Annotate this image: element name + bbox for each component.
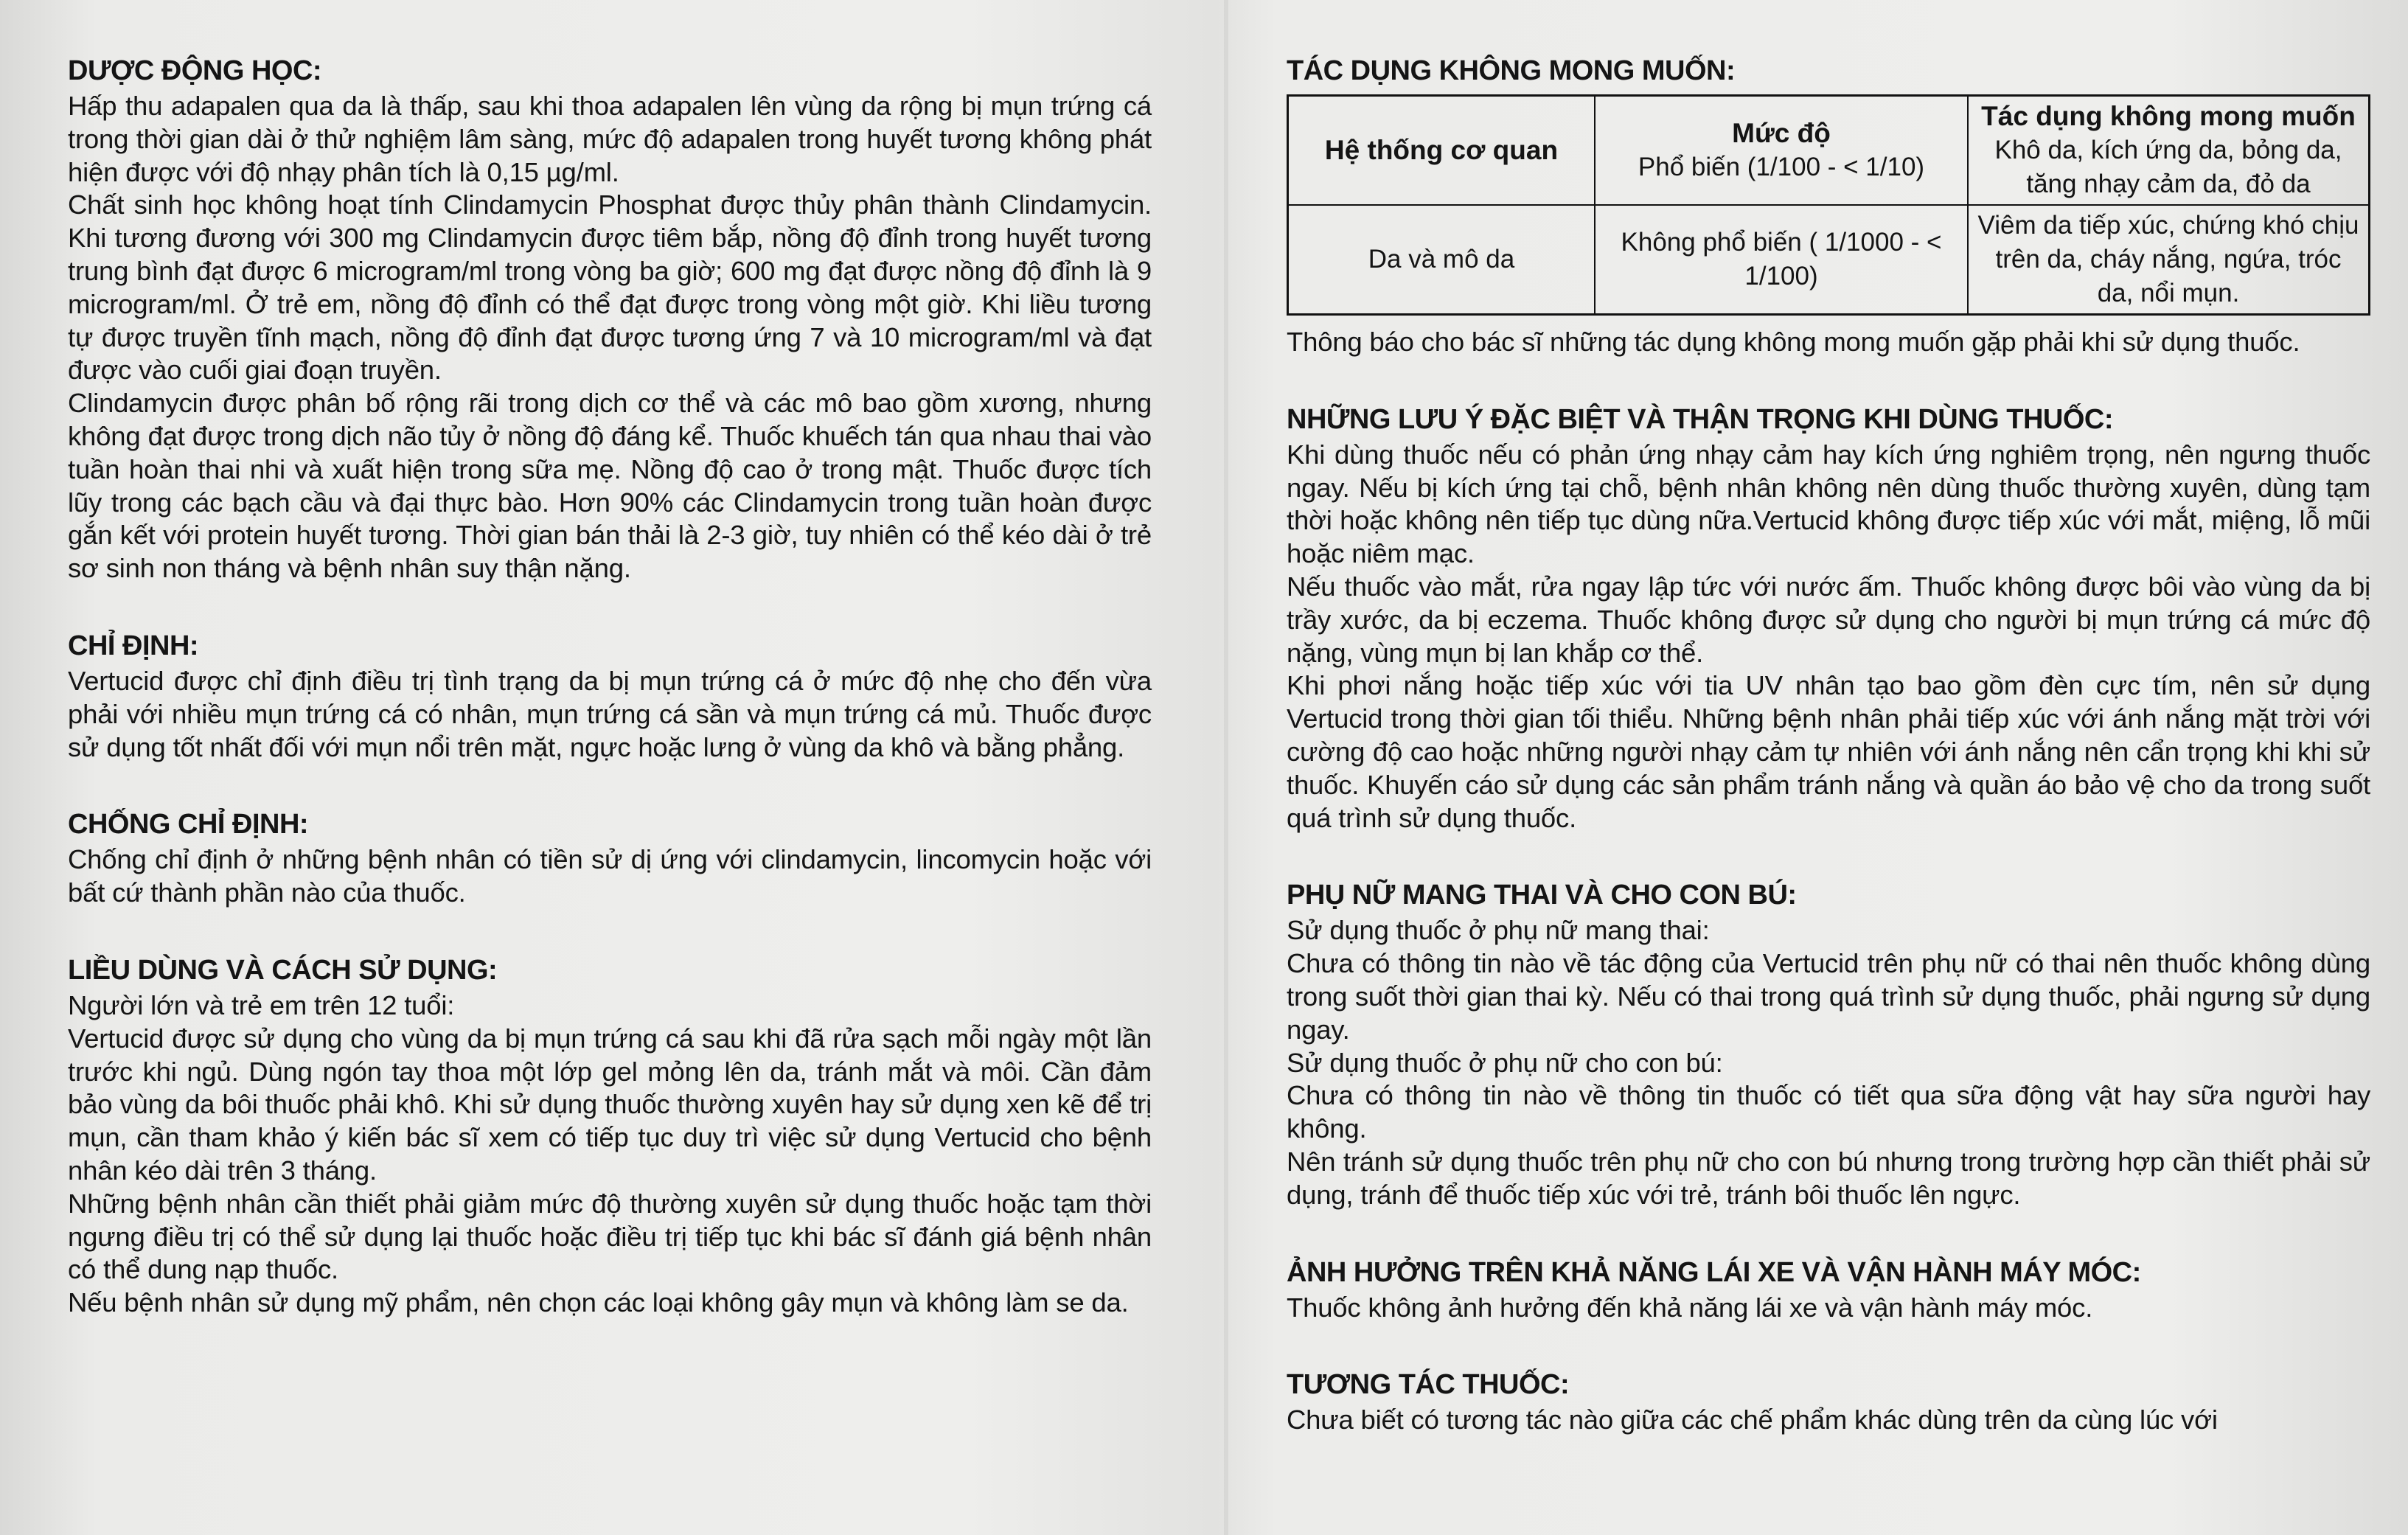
section-heading: TƯƠNG TÁC THUỐC: (1287, 1369, 1570, 1401)
left-column (68, 52, 1152, 1361)
paragraph: Thông báo cho bác sĩ những tác dụng không mong muốn gặp phải khi sử dụng thuốc. (1287, 327, 2300, 357)
header-effects: Tác dụng không mong muốn (1981, 101, 2356, 131)
section-heading: CHỐNG CHỈ ĐỊNH: (68, 809, 309, 840)
right-column (1287, 52, 2370, 1478)
section-heading: TÁC DỤNG KHÔNG MONG MUỐN: (1287, 55, 1736, 86)
section-driving (1287, 1253, 2370, 1325)
table-header-cell (1288, 96, 1596, 206)
section-pregnancy (1287, 876, 2370, 1211)
section-heading: NHỮNG LƯU Ý ĐẶC BIỆT VÀ THẬN TRỌNG KHI DÙNG THUỐC: (1287, 403, 2114, 435)
section-precautions (1287, 400, 2370, 835)
section-pharmacokinetics (68, 52, 1152, 585)
paragraph: Sử dụng thuốc ở phụ nữ cho con bú: (1287, 1047, 1723, 1078)
table-row (1288, 205, 2370, 315)
paragraph: Nên tránh sử dụng thuốc trên phụ nữ cho con bú nhưng trong trường hợp cần thiết phải sử dụng, tránh để thuốc tiếp xúc với trẻ, tránh bôi thuốc lên ngực. (1287, 1146, 2370, 1210)
paragraph: Chất sinh học không hoạt tính Clindamycin Phosphat được thủy phân thành Clindamycin. Khi tương đương với 300 mg Clindamycin được tiêm bắp, nồng độ đỉnh trong huyết tương trung bình đạt được 6 microgram/ml trong vòng ba giờ; 600 mg đạt được nồng độ đỉnh là 9 microgram/ml. Ở trẻ em, nồng độ đỉnh có thể đạt được trong vòng một giờ. Khi liều tương tự được truyền tĩnh mạch, nồng độ đỉnh đạt được tương ứng 7 và 10 microgram/ml và đạt được vào cuối giai đoạn truyền. (68, 189, 1152, 386)
section-interactions (1287, 1365, 2370, 1437)
paragraph: Chưa biết có tương tác nào giữa các chế phẩm khác dùng trên da cùng lúc với (1287, 1405, 2218, 1435)
table-cell-organ: Da và mô da (1288, 205, 1596, 315)
table-header-cell (1595, 96, 1968, 206)
section-indications (68, 627, 1152, 764)
paragraph: Sử dụng thuốc ở phụ nữ mang thai: (1287, 915, 1710, 946)
section-heading: CHỈ ĐỊNH: (68, 630, 199, 661)
paragraph: Chưa có thông tin nào về thông tin thuốc có tiết qua sữa động vật hay sữa người hay không. (1287, 1080, 2370, 1144)
section-heading: PHỤ NỮ MANG THAI VÀ CHO CON BÚ: (1287, 880, 1797, 911)
paragraph: Hấp thu adapalen qua da là thấp, sau khi thoa adapalen lên vùng da rộng bị mụn trứng cá trong thời gian dài ở thử nghiệm lâm sàng, mức độ adapalen trong huyết tương không phát hiện được với độ nhạy phân tích là 0,15 µg/ml. (68, 91, 1152, 187)
header-organ-system: Hệ thống cơ quan (1324, 135, 1559, 165)
section-heading: ẢNH HƯỞNG TRÊN KHẢ NĂNG LÁI XE VÀ VẬN HÀNH MÁY MÓC: (1287, 1256, 2141, 1288)
paragraph: Vertucid được sử dụng cho vùng da bị mụn trứng cá sau khi đã rửa sạch mỗi ngày một lần trước khi ngủ. Dùng ngón tay thoa một lớp gel mỏng lên da, tránh mắt và môi. Cần đảm bảo vùng da bôi thuốc phải khô. Khi sử dụng thuốc thường xuyên hay sử dụng xen kẽ để trị mụn, cần tham khảo ý kiến bác sĩ xem có tiếp tục duy trì việc sử dụng Vertucid cho bệnh nhân kéo dài trên 3 tháng. (68, 1023, 1152, 1186)
paragraph: Nếu thuốc vào mắt, rửa ngay lập tức với nước ấm. Thuốc không được bôi vào vùng da bị trầy xước, da bị eczema. Thuốc không được sử dụng cho người bị mụn trứng cá mức độ nặng, vùng mụn bị lan khắp cơ thể. (1287, 571, 2370, 668)
paragraph: Vertucid được chỉ định điều trị tình trạng da bị mụn trứng cá ở mức độ nhẹ cho đến vừa phải với nhiều mụn trứng cá có nhân, mụn trứng cá sần và mụn trứng cá mủ. Thuốc được sử dụng tốt nhất đối với mụn nổi trên mặt, ngực hoặc lưng ở vùng da khô và bằng phẳng. (68, 665, 1152, 762)
paragraph: Khi dùng thuốc nếu có phản ứng nhạy cảm hay kích ứng nghiêm trọng, nên ngưng thuốc ngay. Nếu bị kích ứng tại chỗ, bệnh nhân không nên dùng thuốc thường xuyên, dùng tạm thời hoặc không nên tiếp tục dùng nữa.Vertucid không được tiếp xúc với mắt, miệng, lỗ mũi hoặc niêm mạc. (1287, 439, 2370, 569)
paragraph: Những bệnh nhân cần thiết phải giảm mức độ thường xuyên sử dụng thuốc hoặc tạm thời ngưng điều trị có thể sử dụng lại thuốc hoặc điều trị tiếp tục khi bác sĩ đánh giá bệnh nhân có thể dung nạp thuốc. (68, 1188, 1152, 1285)
table-row (1288, 96, 2370, 206)
paper-fold (1224, 0, 1228, 1535)
paragraph: Thuốc không ảnh hưởng đến khả năng lái xe và vận hành máy móc. (1287, 1292, 2093, 1323)
section-heading: LIỀU DÙNG VÀ CÁCH SỬ DỤNG: (68, 954, 498, 986)
header-level: Mức độ (1732, 118, 1831, 148)
paragraph: Khi phơi nắng hoặc tiếp xúc với tia UV nhân tạo bao gồm đèn cực tím, nên sử dụng Vertucid trong thời gian tối thiểu. Những bệnh nhân phải tiếp xúc với ánh nắng mặt trời với cường độ cao hoặc những người nhạy cảm tự nhiên với ánh nắng nên cẩn trọng khi khi sử thuốc. Khuyến cáo sử dụng các sản phẩm tránh nắng và quần áo bảo vệ cho da trong suốt quá trình sử dụng thuốc. (1287, 670, 2370, 833)
paragraph: Clindamycin được phân bố rộng rãi trong dịch cơ thể và các mô bao gồm xương, nhưng không đạt được trong dịch não tủy ở nồng độ đáng kể. Thuốc khuếch tán qua nhau thai vào tuần hoàn thai nhi và xuất hiện trong sữa mẹ. Nồng độ cao ở trong mật. Thuốc được tích lũy trong các bạch cầu và đại thực bào. Hơn 90% các Clindamycin trong tuần hoàn được gắn kết với protein huyết tương. Thời gian bán thải là 2-3 giờ, tuy nhiên có thể kéo dài ở trẻ sơ sinh non tháng và bệnh nhân suy thận nặng. (68, 388, 1152, 584)
section-contraindications (68, 805, 1152, 910)
paragraph: Chống chỉ định ở những bệnh nhân có tiền sử dị ứng với clindamycin, lincomycin hoặc với bất cứ thành phần nào của thuốc. (68, 844, 1152, 908)
paragraph: Người lớn và trẻ em trên 12 tuổi: (68, 989, 455, 1020)
level-common: Phổ biến (1/100 - < 1/10) (1638, 153, 1925, 181)
paragraph: Nếu bệnh nhân sử dụng mỹ phẩm, nên chọn các loại không gây mụn và không làm se da. (68, 1287, 1129, 1318)
table-cell-level: Không phổ biến ( 1/1000 - < 1/100) (1595, 205, 1968, 315)
effects-common: Khô da, kích ứng da, bỏng da, tăng nhạy cảm da, đỏ da (1994, 136, 2342, 198)
paragraph: Chưa có thông tin nào về tác động của Vertucid trên phụ nữ có thai nên thuốc không dùng trong suốt thời gian thai kỳ. Nếu có thai trong quá trình sử dụng thuốc, phải ngưng sử dụng ngay. (1287, 948, 2370, 1045)
section-dosage (68, 951, 1152, 1320)
section-heading: DƯỢC ĐỘNG HỌC: (68, 55, 322, 86)
adverse-effects-table (1287, 94, 2370, 316)
section-adverse-effects (1287, 52, 2370, 359)
table-header-cell (1968, 96, 2370, 206)
table-cell-effects: Viêm da tiếp xúc, chứng khó chịu trên da, cháy nắng, ngứa, tróc da, nổi mụn. (1968, 205, 2370, 315)
